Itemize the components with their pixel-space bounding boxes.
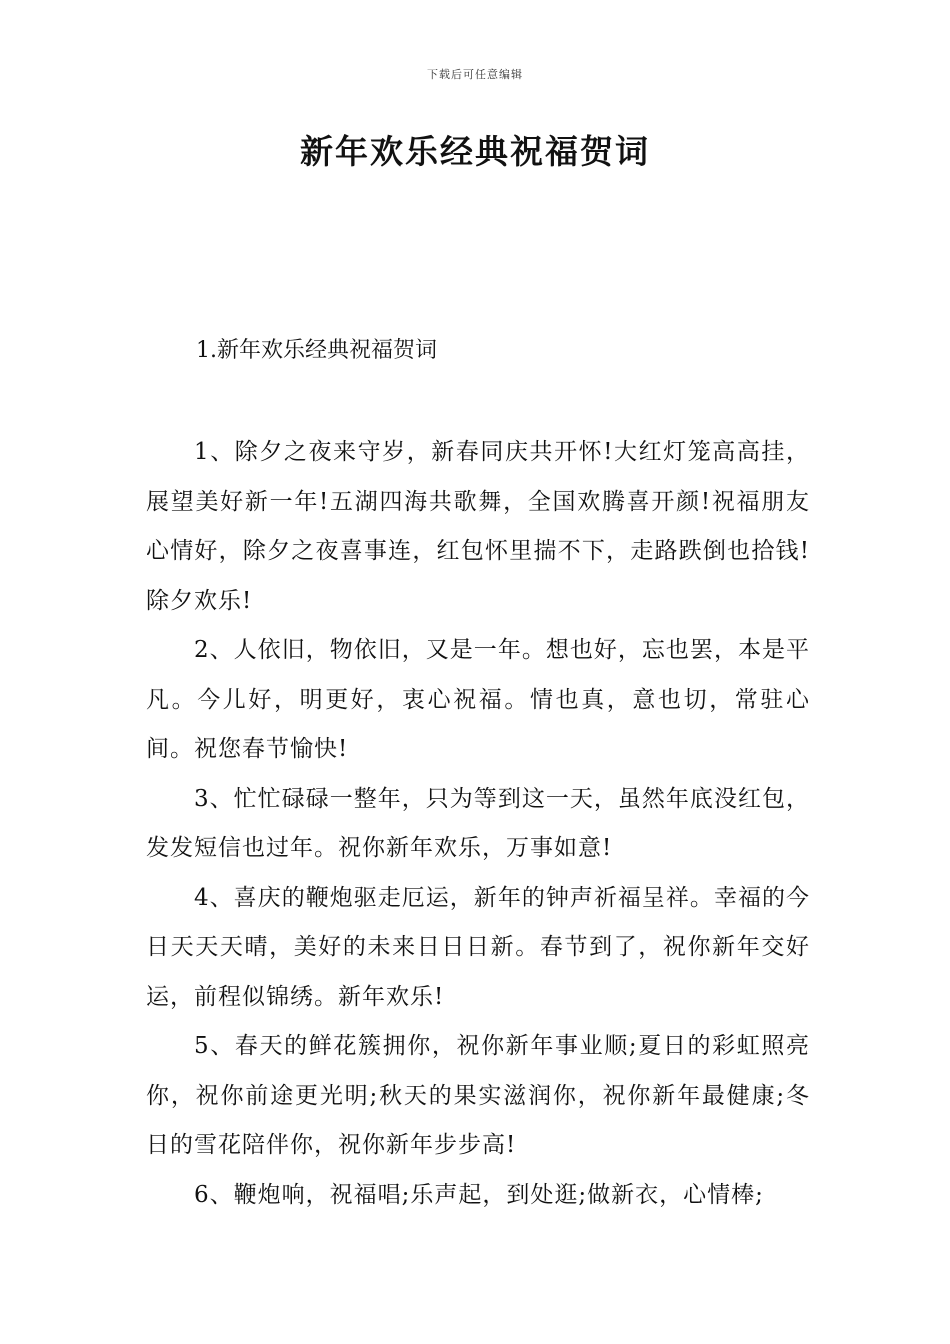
paragraph: 4、喜庆的鞭炮驱走厄运，新年的钟声祈福呈祥。幸福的今日天天天晴，美好的未来日日日新。春节到了，祝你新年交好运，前程似锦绣。新年欢乐!	[146, 884, 810, 1010]
header-note: 下载后可任意编辑	[427, 68, 523, 81]
paragraph: 2、人依旧，物依旧，又是一年。想也好，忘也罢，本是平凡。今儿好，明更好，衷心祝福。情也真，意也切，常驻心间。祝您春节愉快!	[146, 637, 810, 762]
document-title: 新年欢乐经典祝福贺词	[300, 132, 650, 171]
section-heading: 1.新年欢乐经典祝福贺词	[196, 338, 437, 363]
body-text	[146, 428, 810, 1220]
paragraph: 5、春天的鲜花簇拥你，祝你新年事业顺;夏日的彩虹照亮你，祝你前途更光明;秋天的果实滋润你，祝你新年最健康;冬日的雪花陪伴你，祝你新年步步高!	[146, 1033, 810, 1158]
paragraph: 1、除夕之夜来守岁，新春同庆共开怀!大红灯笼高高挂，展望美好新一年!五湖四海共歌舞，全国欢腾喜开颜!祝福朋友心情好，除夕之夜喜事连，红包怀里揣不下，走路跌倒也拾钱!除夕欢乐!	[146, 439, 810, 614]
paragraph: 6、鞭炮响，祝福唱;乐声起，到处逛;做新衣，心情棒;	[194, 1181, 764, 1208]
paragraph: 3、忙忙碌碌一整年，只为等到这一天，虽然年底没红包，发发短信也过年。祝你新年欢乐，万事如意!	[146, 785, 810, 861]
